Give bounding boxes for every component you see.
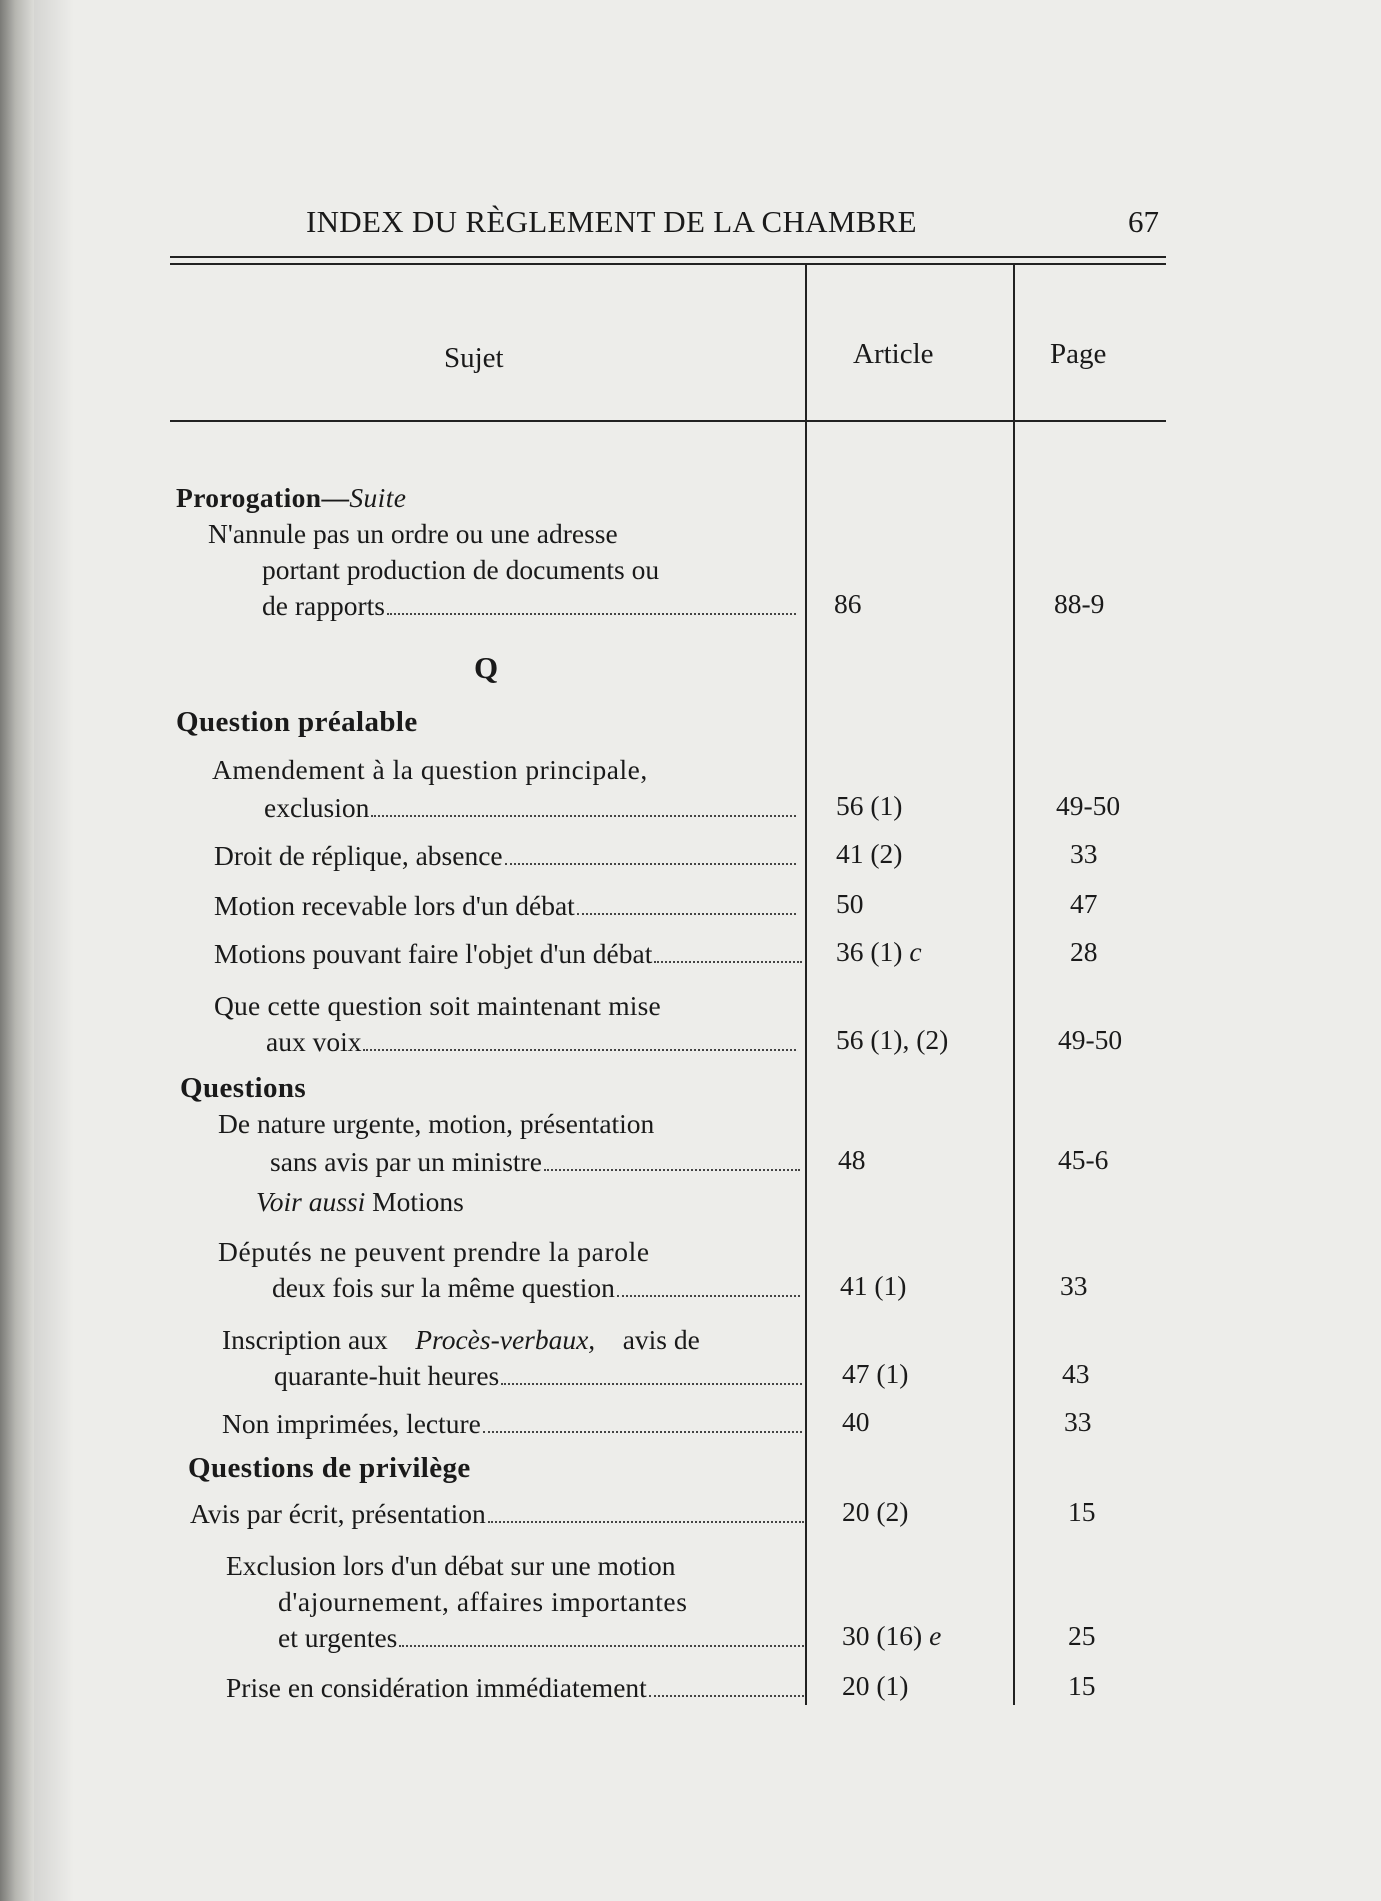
entry-line: Exclusion lors d'un débat sur une motion bbox=[226, 1550, 676, 1581]
entry-text: Motion recevable lors d'un débat bbox=[214, 890, 575, 921]
index-entry-last-line bbox=[272, 1270, 802, 1306]
article-ref: 41 (2) bbox=[836, 838, 903, 869]
page-ref: 49-50 bbox=[1056, 790, 1121, 821]
dot-leader bbox=[617, 1295, 800, 1297]
page-ref: 28 bbox=[1070, 936, 1098, 967]
page-ref: 47 bbox=[1070, 888, 1098, 919]
see-also-target: Motions bbox=[372, 1186, 464, 1217]
dot-leader bbox=[544, 1169, 800, 1171]
dot-leader bbox=[387, 613, 796, 615]
section-heading-text: Prorogation— bbox=[176, 482, 350, 513]
article-ref: 50 bbox=[836, 888, 864, 919]
page-ref: 15 bbox=[1068, 1496, 1096, 1527]
entry-text: quarante-huit heures bbox=[274, 1360, 500, 1391]
page-ref: 49-50 bbox=[1058, 1024, 1123, 1055]
entry-line: N'annule pas un ordre ou une adresse bbox=[208, 518, 618, 549]
page-ref: 43 bbox=[1062, 1358, 1090, 1389]
dot-leader bbox=[577, 913, 796, 915]
entry-text: deux fois sur la même question bbox=[272, 1272, 615, 1303]
dot-leader bbox=[649, 1695, 804, 1697]
dot-leader bbox=[399, 1645, 804, 1647]
section-heading-prorogation bbox=[176, 480, 406, 516]
index-entry-last-line bbox=[278, 1620, 806, 1656]
article-paragraph: c bbox=[909, 936, 922, 967]
page-ref: 25 bbox=[1068, 1620, 1096, 1651]
article-ref: 48 bbox=[838, 1144, 866, 1175]
page-number: 67 bbox=[1128, 204, 1159, 239]
page-ref: 33 bbox=[1060, 1270, 1088, 1301]
entry-text: Avis par écrit, présentation bbox=[190, 1498, 486, 1529]
see-also-label: Voir aussi bbox=[256, 1186, 366, 1217]
entry-text: de rapports bbox=[262, 590, 385, 621]
header-rule-top bbox=[170, 256, 1166, 258]
index-entry-last-line bbox=[226, 1670, 806, 1706]
entry-text: et urgentes bbox=[278, 1622, 398, 1653]
column-header-article: Article bbox=[853, 338, 934, 370]
column-header-page: Page bbox=[1050, 338, 1107, 370]
article-ref: 20 (2) bbox=[842, 1496, 909, 1527]
index-entry-last-line bbox=[214, 838, 798, 874]
section-heading-suffix: Suite bbox=[349, 482, 407, 513]
book-binding bbox=[0, 0, 34, 1901]
index-entry-last-line bbox=[190, 1496, 806, 1532]
article-ref: 40 bbox=[842, 1406, 870, 1437]
entry-line bbox=[222, 1322, 700, 1358]
entry-text: Motions pouvant faire l'objet d'un débat bbox=[214, 938, 653, 969]
dot-leader bbox=[488, 1521, 804, 1523]
index-entry-last-line bbox=[266, 1024, 798, 1060]
entry-text: Droit de réplique, absence bbox=[214, 840, 503, 871]
entry-line: Députés ne peuvent prendre la parole bbox=[218, 1236, 650, 1267]
entry-text: exclusion bbox=[264, 792, 370, 823]
see-also-reference bbox=[256, 1184, 464, 1220]
column-divider-page bbox=[1013, 265, 1015, 1705]
entry-italic-text: Procès-verbaux, bbox=[415, 1324, 596, 1355]
article-ref: 86 bbox=[834, 588, 862, 619]
dot-leader bbox=[363, 1049, 796, 1051]
entry-line: Amendement à la question principale, bbox=[212, 754, 648, 785]
dot-leader bbox=[483, 1431, 802, 1433]
page-ref: 33 bbox=[1064, 1406, 1092, 1437]
page-ref: 88-9 bbox=[1054, 588, 1105, 619]
entry-text: avis de bbox=[622, 1324, 700, 1355]
article-ref: 56 (1) bbox=[836, 790, 903, 821]
index-entry-last-line bbox=[214, 888, 798, 924]
page-ref: 33 bbox=[1070, 838, 1098, 869]
entry-line: d'ajournement, affaires importantes bbox=[278, 1586, 688, 1617]
column-header-rule bbox=[170, 420, 1166, 422]
column-header-subject: Sujet bbox=[444, 342, 504, 374]
article-ref: 56 (1), (2) bbox=[836, 1024, 949, 1055]
article-ref: 47 (1) bbox=[842, 1358, 909, 1389]
entry-line: Que cette question soit maintenant mise bbox=[214, 990, 661, 1021]
binding-shadow bbox=[34, 0, 74, 1901]
entry-text: Prise en considération immédiatement bbox=[226, 1672, 647, 1703]
index-entry-last-line bbox=[222, 1406, 804, 1442]
article-ref bbox=[842, 1620, 941, 1652]
entry-text: Inscription aux bbox=[222, 1324, 388, 1355]
dot-leader bbox=[654, 961, 802, 963]
article-ref: 41 (1) bbox=[840, 1270, 907, 1301]
column-divider-article bbox=[805, 265, 807, 1705]
dot-leader bbox=[505, 863, 796, 865]
entry-text: aux voix bbox=[266, 1026, 362, 1057]
entry-line: portant production de documents ou bbox=[262, 554, 660, 585]
dot-leader bbox=[501, 1383, 802, 1385]
entry-text: sans avis par un ministre bbox=[270, 1146, 542, 1177]
article-number: 36 (1) bbox=[836, 936, 903, 967]
letter-divider: Q bbox=[474, 650, 499, 685]
index-entry-last-line bbox=[262, 588, 798, 624]
entry-text: Non imprimées, lecture bbox=[222, 1408, 481, 1439]
page-ref: 45-6 bbox=[1058, 1144, 1109, 1175]
article-number: 30 (16) bbox=[842, 1620, 923, 1651]
article-paragraph: e bbox=[929, 1620, 942, 1651]
index-entry-last-line bbox=[214, 936, 804, 972]
section-heading-questions: Questions bbox=[180, 1072, 307, 1104]
index-entry-last-line bbox=[264, 790, 798, 826]
page-ref: 15 bbox=[1068, 1670, 1096, 1701]
index-entry-last-line bbox=[274, 1358, 804, 1394]
dot-leader bbox=[371, 815, 796, 817]
header-rule-bottom bbox=[170, 263, 1166, 265]
article-ref bbox=[836, 936, 922, 968]
running-head: INDEX DU RÈGLEMENT DE LA CHAMBRE bbox=[306, 204, 917, 239]
index-entry-last-line bbox=[270, 1144, 802, 1180]
section-heading-privilege: Questions de privilège bbox=[188, 1452, 471, 1484]
entry-line: De nature urgente, motion, présentation bbox=[218, 1108, 655, 1139]
section-heading-question-prealable: Question préalable bbox=[176, 706, 418, 738]
article-ref: 20 (1) bbox=[842, 1670, 909, 1701]
